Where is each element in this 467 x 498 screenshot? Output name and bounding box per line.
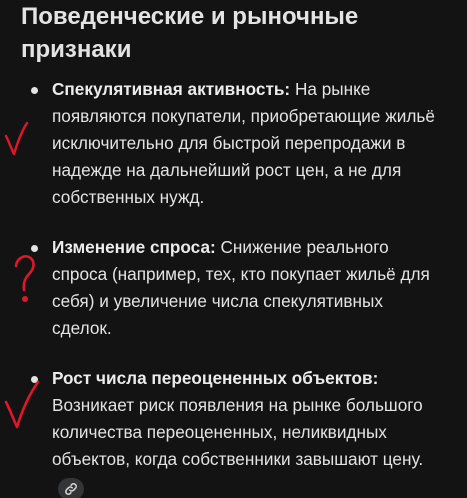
item-text: Снижение реального спроса (например, тех, кто покупает жильё для себя) и увеличение числа спекулятивных сделок. bbox=[52, 237, 430, 338]
source-link-button[interactable] bbox=[58, 478, 84, 498]
list-item-overpriced-objects bbox=[0, 365, 467, 498]
item-title: Рост числа переоцененных объектов: bbox=[52, 368, 379, 388]
bullet-dot bbox=[31, 376, 38, 383]
item-title: Изменение спроса: bbox=[52, 237, 216, 257]
bullet-dot bbox=[31, 245, 38, 252]
list-item-demand-change bbox=[0, 234, 467, 342]
bullet-dot bbox=[31, 87, 38, 94]
link-icon bbox=[64, 482, 78, 496]
item-text: Возникает риск появления на рынке большого количества переоцененных, неликвидных объектов, когда собственники завышают цену. bbox=[52, 395, 424, 469]
bullet-list bbox=[0, 76, 467, 498]
item-text: На рынке появляются покупатели, приобретающие жильё исключительно для быстрой перепродажи в надежде на дальнейший рост цен, а не для собственных нужд. bbox=[52, 79, 435, 207]
list-item-speculative-activity bbox=[0, 76, 467, 211]
item-title: Спекулятивная активность: bbox=[52, 79, 291, 99]
section-heading: Поведенческие и рыночные признаки bbox=[21, 3, 359, 63]
